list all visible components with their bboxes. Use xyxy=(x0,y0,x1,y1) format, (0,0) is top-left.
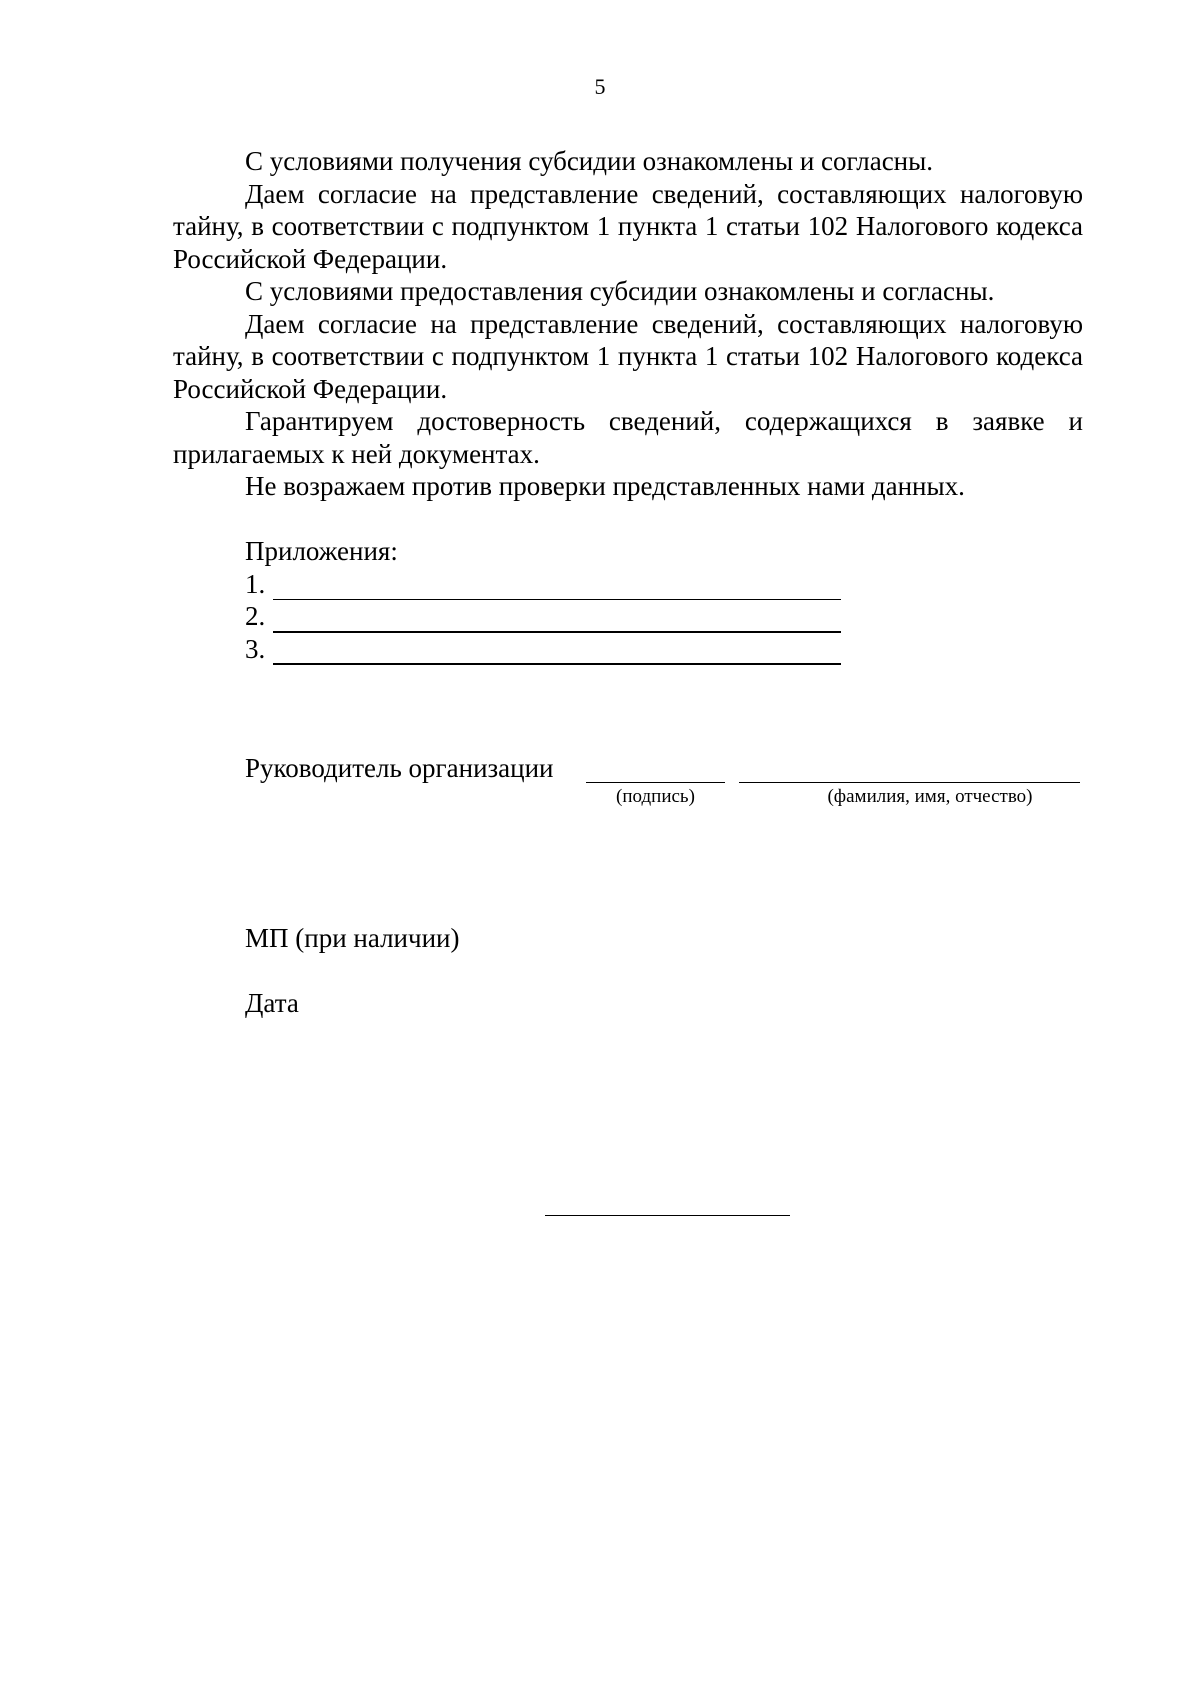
appendix-number: 2. xyxy=(245,601,266,631)
separator-line xyxy=(545,1215,790,1216)
declaration-text xyxy=(173,145,1083,503)
appendix-blank-line[interactable] xyxy=(273,638,841,665)
appendix-number: 1. xyxy=(245,568,266,599)
paragraph-tax-consent-2: Даем согласие на представление сведений, составляющих налоговую тайну, в соответствии с подпунктом 1 пункта 1 статьи 102 Налогового кодекса Российской Федерации. xyxy=(173,308,1083,404)
stamp-label: МП (при наличии) xyxy=(245,923,460,953)
appendix-item xyxy=(245,633,841,666)
signature-caption: (подпись) xyxy=(616,786,695,807)
signature-line[interactable] xyxy=(586,782,725,783)
head-of-organization-label: Руководитель организации xyxy=(245,753,554,783)
appendix-number: 3. xyxy=(245,633,266,664)
date-label: Дата xyxy=(245,988,299,1018)
appendices-title: Приложения: xyxy=(245,536,398,566)
appendix-blank-line[interactable] xyxy=(273,574,841,600)
full-name-caption: (фамилия, имя, отчество) xyxy=(827,786,1033,807)
appendix-blank-line[interactable] xyxy=(273,606,841,633)
paragraph-guarantee: Гарантируем достоверность сведений, содержащихся в заявке и прилагаемых к ней документах. xyxy=(173,406,1083,469)
paragraph-tax-consent: Даем согласие на представление сведений, составляющих налоговую тайну, в соответствии с подпунктом 1 пункта 1 статьи 102 Налогового кодекса Российской Федерации. xyxy=(173,178,1083,274)
paragraph-conditions-provision: С условиями предоставления субсидии ознакомлены и согласны. xyxy=(245,276,995,306)
full-name-line[interactable] xyxy=(739,782,1080,783)
appendix-item xyxy=(245,568,841,601)
page-number: 5 xyxy=(594,74,606,99)
appendix-item xyxy=(245,600,841,633)
paragraph-conditions-receipt: С условиями получения субсидии ознакомлены и согласны. xyxy=(245,146,934,176)
appendices-section xyxy=(245,535,841,665)
paragraph-no-objection: Не возражаем против проверки представленных нами данных. xyxy=(245,471,965,501)
